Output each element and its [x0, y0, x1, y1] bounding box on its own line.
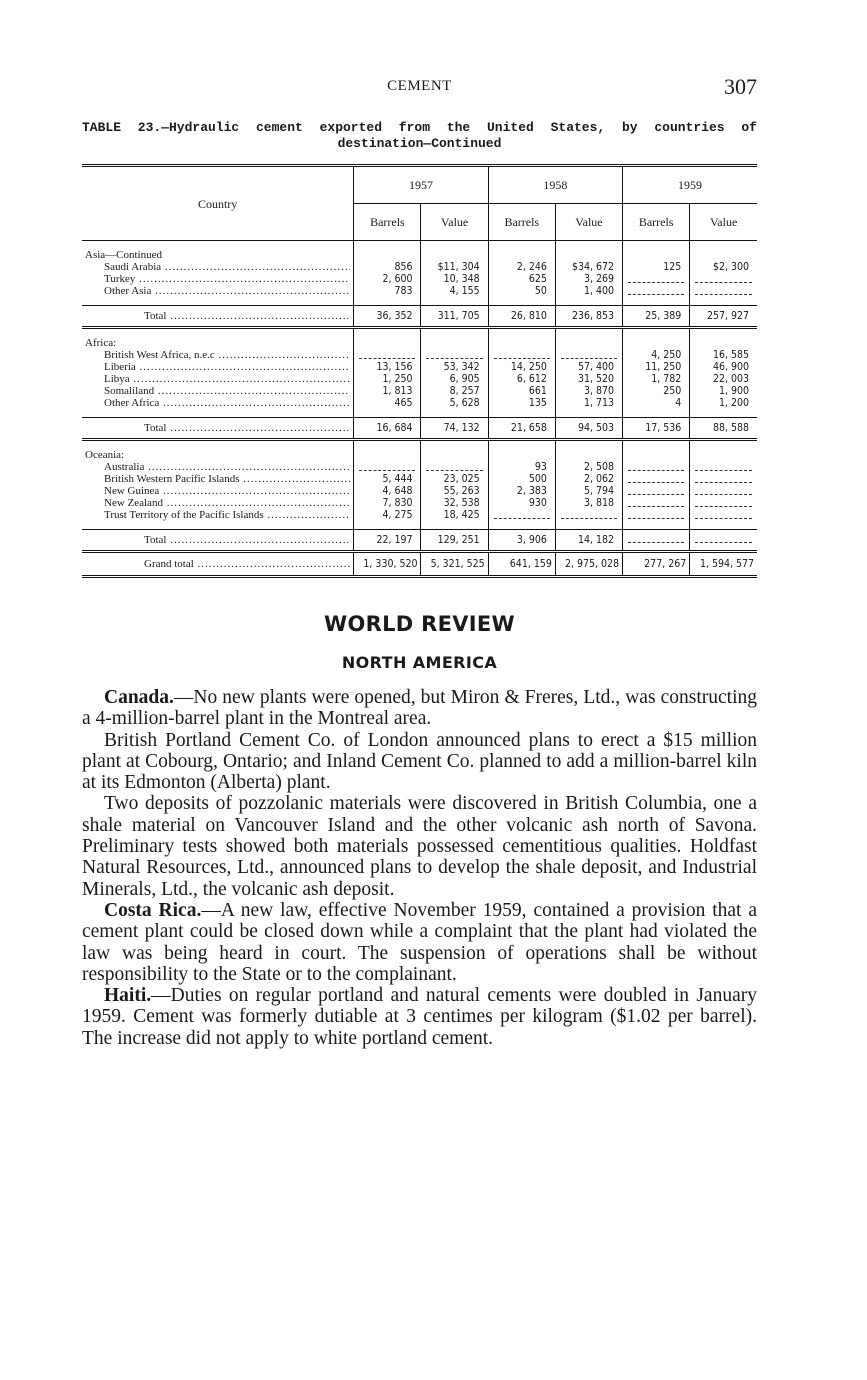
grand-total-cell: 277, 267 — [623, 552, 690, 577]
spacer-cell — [354, 521, 421, 530]
row-label-cell — [82, 285, 354, 297]
table-row — [82, 397, 757, 409]
spacer-row — [82, 521, 757, 530]
empty-cell — [421, 349, 488, 361]
group-heading-row — [82, 328, 757, 350]
total-label-cell — [82, 530, 354, 552]
dash-leader — [628, 535, 684, 543]
data-cell: 1, 400 — [555, 285, 622, 297]
paragraph — [82, 900, 757, 985]
empty-cell — [623, 497, 690, 509]
empty-cell — [690, 328, 757, 350]
table-row — [82, 349, 757, 361]
data-cell: 1, 813 — [354, 385, 421, 397]
paragraph — [82, 687, 757, 730]
empty-cell — [421, 328, 488, 350]
dash-leader — [695, 499, 752, 507]
data-cell: 3, 870 — [555, 385, 622, 397]
data-cell: 2, 062 — [555, 473, 622, 485]
empty-cell — [488, 328, 555, 350]
data-cell: 57, 400 — [555, 361, 622, 373]
total-row — [82, 418, 757, 440]
table-row — [82, 497, 757, 509]
table-row — [82, 361, 757, 373]
dash-leader — [426, 463, 482, 471]
spacer-cell — [690, 521, 757, 530]
data-cell: 4 — [623, 397, 690, 409]
header-year: 1958 — [488, 166, 622, 204]
table-row — [82, 473, 757, 485]
row-label: Saudi Arabia ..... — [104, 261, 350, 273]
table-row — [82, 385, 757, 397]
total-cell: 22, 197 — [354, 530, 421, 552]
body-text — [82, 687, 757, 1049]
row-label-cell — [82, 385, 354, 397]
data-cell: 22, 003 — [690, 373, 757, 385]
data-cell: 1, 782 — [623, 373, 690, 385]
data-cell: 2, 600 — [354, 273, 421, 285]
header-country: Country — [82, 166, 354, 241]
empty-cell — [690, 485, 757, 497]
spacer-cell — [555, 297, 622, 306]
grand-total-cell: 5, 321, 525 — [421, 552, 488, 577]
dash-leader — [561, 511, 617, 519]
row-label-cell — [82, 349, 354, 361]
data-cell: 465 — [354, 397, 421, 409]
row-label-cell — [82, 485, 354, 497]
data-cell: 1, 713 — [555, 397, 622, 409]
data-cell: 10, 348 — [421, 273, 488, 285]
total-label: Total ..... — [144, 310, 350, 322]
paragraph-text: —Duties on regular portland and natural cements were doubled in January 1959. Cement was formerly dutiable at 3 centimes per kilogram ($1.02 per barrel). The increase did not apply to white portland cement. — [82, 985, 757, 1049]
group-heading-row — [82, 440, 757, 462]
data-cell: 500 — [488, 473, 555, 485]
row-label: Turkey ..... — [104, 273, 350, 285]
document-page — [82, 74, 757, 1049]
dash-leader — [695, 535, 752, 543]
empty-cell — [555, 440, 622, 462]
runin-heading: Costa Rica. — [104, 899, 202, 921]
empty-cell — [555, 349, 622, 361]
row-label: British West Africa, n.e.c ..... — [104, 349, 350, 361]
running-head — [82, 74, 757, 102]
data-cell: 11, 250 — [623, 361, 690, 373]
dash-leader — [695, 463, 752, 471]
spacer-cell — [623, 409, 690, 418]
row-label-cell — [82, 497, 354, 509]
empty-cell — [623, 328, 690, 350]
data-cell: 2, 508 — [555, 461, 622, 473]
empty-cell — [690, 273, 757, 285]
empty-cell — [623, 473, 690, 485]
empty-cell — [354, 328, 421, 350]
grand-total-label-cell — [82, 552, 354, 577]
header-year: 1959 — [623, 166, 757, 204]
dash-leader — [426, 351, 482, 359]
grand-total-cell: 1, 594, 577 — [690, 552, 757, 577]
runin-heading: Haiti. — [104, 985, 152, 1007]
header-value: Value — [421, 204, 488, 241]
dash-leader — [561, 351, 617, 359]
table-row — [82, 261, 757, 273]
dash-leader — [359, 463, 415, 471]
row-label: Somaliland ..... — [104, 385, 350, 397]
data-cell: 4, 275 — [354, 509, 421, 521]
table-row — [82, 285, 757, 297]
empty-cell — [488, 349, 555, 361]
header-barrels: Barrels — [623, 204, 690, 241]
empty-cell — [555, 509, 622, 521]
total-cell: 94, 503 — [555, 418, 622, 440]
spacer-cell — [623, 297, 690, 306]
data-cell: 930 — [488, 497, 555, 509]
total-cell: 16, 684 — [354, 418, 421, 440]
empty-cell — [421, 241, 488, 262]
empty-cell — [488, 440, 555, 462]
row-label: Libya ..... — [104, 373, 350, 385]
data-cell: 13, 156 — [354, 361, 421, 373]
data-cell: 4, 155 — [421, 285, 488, 297]
paragraph — [82, 985, 757, 1049]
row-label-cell — [82, 397, 354, 409]
spacer-cell — [555, 409, 622, 418]
running-title: CEMENT — [387, 78, 452, 94]
spacer-cell — [354, 297, 421, 306]
data-cell: 1, 200 — [690, 397, 757, 409]
row-label: Liberia ..... — [104, 361, 350, 373]
data-cell: 2, 246 — [488, 261, 555, 273]
paragraph-text: Two deposits of pozzolanic materials were discovered in British Columbia, one a shale material on Vancouver Island and the other volcanic ash north of Savona. Preliminary tests showed both materials possessed cementitious qualities. Holdfast Natural Resources, Ltd., announced plans to develop the shale deposit, and Industrial Minerals, Ltd., the volcanic ash deposit. — [82, 793, 757, 900]
table-row — [82, 373, 757, 385]
row-label-cell — [82, 509, 354, 521]
spacer-cell — [488, 409, 555, 418]
empty-cell — [623, 461, 690, 473]
group-heading: Oceania: — [85, 449, 125, 461]
paragraph — [82, 793, 757, 899]
spacer-cell — [421, 521, 488, 530]
empty-cell — [623, 485, 690, 497]
total-cell: 36, 352 — [354, 306, 421, 328]
spacer-cell — [690, 297, 757, 306]
total-row — [82, 306, 757, 328]
group-heading-row — [82, 241, 757, 262]
empty-cell — [421, 461, 488, 473]
total-label-cell — [82, 306, 354, 328]
paragraph-text: British Portland Cement Co. of London announced plans to erect a $15 million plant at Cobourg, Ontario; and Inland Cement Co. planned to add a million-barrel kiln at its Edmonton (Alberta) plant. — [82, 729, 757, 794]
grand-total-label: Grand total ..... — [144, 558, 350, 570]
row-label: British Western Pacific Islands ..... — [104, 473, 350, 485]
row-label-cell — [82, 361, 354, 373]
page-number: 307 — [724, 74, 757, 99]
spacer-cell — [82, 409, 354, 418]
header-value: Value — [690, 204, 757, 241]
header-year: 1957 — [354, 166, 488, 204]
subsection-title: NORTH AMERICA — [341, 653, 498, 672]
empty-cell — [488, 241, 555, 262]
row-label: New Zealand ..... — [104, 497, 350, 509]
spacer-cell — [421, 297, 488, 306]
total-row — [82, 530, 757, 552]
row-label: Australia ..... — [104, 461, 350, 473]
data-cell: 5, 794 — [555, 485, 622, 497]
data-cell: 4, 648 — [354, 485, 421, 497]
total-cell: 3, 906 — [488, 530, 555, 552]
data-cell: 3, 818 — [555, 497, 622, 509]
empty-cell — [690, 509, 757, 521]
table-row — [82, 509, 757, 521]
empty-cell — [623, 530, 690, 552]
empty-cell — [623, 241, 690, 262]
empty-cell — [421, 440, 488, 462]
data-cell: 18, 425 — [421, 509, 488, 521]
table-body — [82, 241, 757, 577]
data-cell: 783 — [354, 285, 421, 297]
total-cell: 26, 810 — [488, 306, 555, 328]
empty-cell — [690, 285, 757, 297]
total-cell: 14, 182 — [555, 530, 622, 552]
empty-cell — [623, 285, 690, 297]
total-cell: 21, 658 — [488, 418, 555, 440]
spacer-cell — [488, 521, 555, 530]
row-label: New Guinea ..... — [104, 485, 350, 497]
spacer-cell — [488, 297, 555, 306]
dash-leader — [628, 463, 684, 471]
data-cell: 6, 612 — [488, 373, 555, 385]
data-cell: 250 — [623, 385, 690, 397]
data-cell: 125 — [623, 261, 690, 273]
total-label: Total ..... — [144, 422, 350, 434]
data-cell: 23, 025 — [421, 473, 488, 485]
total-cell: 129, 251 — [421, 530, 488, 552]
grand-total-row — [82, 552, 757, 577]
dash-leader — [494, 351, 550, 359]
empty-cell — [690, 461, 757, 473]
table-row — [82, 485, 757, 497]
data-cell: 625 — [488, 273, 555, 285]
empty-cell — [690, 241, 757, 262]
spacer-cell — [690, 409, 757, 418]
data-cell: 2, 383 — [488, 485, 555, 497]
data-cell: 3, 269 — [555, 273, 622, 285]
row-label-cell — [82, 273, 354, 285]
group-heading: Africa: — [85, 337, 117, 349]
spacer-cell — [82, 297, 354, 306]
table-caption-line2: destination—Continued — [337, 136, 502, 151]
total-cell: 17, 536 — [623, 418, 690, 440]
row-label: Trust Territory of the Pacific Islands ..... — [104, 509, 350, 521]
dash-leader — [628, 275, 684, 283]
spacer-cell — [421, 409, 488, 418]
dash-leader — [695, 487, 752, 495]
table-caption — [82, 120, 757, 152]
dash-leader — [628, 499, 684, 507]
empty-cell — [623, 440, 690, 462]
empty-cell — [555, 241, 622, 262]
data-cell: 53, 342 — [421, 361, 488, 373]
row-label: Other Asia ..... — [104, 285, 350, 297]
spacer-cell — [623, 521, 690, 530]
paragraph-text: —A new law, effective November 1959, contained a provision that a cement plant could be closed down while a complaint that the plant had violated the law was being heard in court. The suspension of operations shall be without responsibility to the State or to the complainant. — [82, 899, 758, 985]
empty-cell — [690, 440, 757, 462]
group-heading: Asia—Continued — [85, 249, 162, 261]
header-barrels: Barrels — [488, 204, 555, 241]
section-title: WORLD REVIEW — [323, 612, 515, 636]
spacer-row — [82, 409, 757, 418]
dash-leader — [695, 275, 752, 283]
data-cell: $2, 300 — [690, 261, 757, 273]
dash-leader — [494, 511, 550, 519]
data-cell: 8, 257 — [421, 385, 488, 397]
total-cell: 311, 705 — [421, 306, 488, 328]
empty-cell — [690, 530, 757, 552]
data-cell: 5, 628 — [421, 397, 488, 409]
data-cell: 55, 263 — [421, 485, 488, 497]
total-label: Total ..... — [144, 534, 350, 546]
paragraph — [82, 730, 757, 794]
dash-leader — [695, 511, 752, 519]
total-cell: 25, 389 — [623, 306, 690, 328]
spacer-cell — [82, 521, 354, 530]
data-cell: 46, 900 — [690, 361, 757, 373]
table-row — [82, 273, 757, 285]
data-cell: 31, 520 — [555, 373, 622, 385]
empty-cell — [623, 509, 690, 521]
data-cell: 93 — [488, 461, 555, 473]
table-caption-line1: TABLE 23.—Hydraulic cement exported from the United States, by countries of — [82, 120, 757, 135]
grand-total-cell: 2, 975, 028 — [555, 552, 622, 577]
grand-total-cell: 641, 159 — [488, 552, 555, 577]
total-cell: 236, 853 — [555, 306, 622, 328]
header-barrels: Barrels — [354, 204, 421, 241]
empty-cell — [354, 241, 421, 262]
data-cell: 7, 830 — [354, 497, 421, 509]
spacer-cell — [555, 521, 622, 530]
total-cell: 74, 132 — [421, 418, 488, 440]
dash-leader — [695, 287, 752, 295]
empty-cell — [354, 349, 421, 361]
table-row — [82, 461, 757, 473]
data-cell: 661 — [488, 385, 555, 397]
dash-leader — [359, 351, 415, 359]
empty-cell — [690, 497, 757, 509]
total-cell: 257, 927 — [690, 306, 757, 328]
data-cell: 5, 444 — [354, 473, 421, 485]
empty-cell — [354, 440, 421, 462]
row-label-cell — [82, 461, 354, 473]
data-cell: 50 — [488, 285, 555, 297]
spacer-row — [82, 297, 757, 306]
data-cell: 16, 585 — [690, 349, 757, 361]
data-cell: 1, 250 — [354, 373, 421, 385]
data-cell: 4, 250 — [623, 349, 690, 361]
data-cell: 135 — [488, 397, 555, 409]
header-value: Value — [555, 204, 622, 241]
data-cell: 6, 905 — [421, 373, 488, 385]
row-label-cell — [82, 473, 354, 485]
dash-leader — [628, 475, 684, 483]
runin-heading: Canada. — [104, 687, 174, 708]
row-label: Other Africa ..... — [104, 397, 350, 409]
dash-leader — [628, 487, 684, 495]
data-cell: 14, 250 — [488, 361, 555, 373]
row-label-cell — [82, 261, 354, 273]
empty-cell — [555, 328, 622, 350]
spacer-cell — [354, 409, 421, 418]
total-cell: 88, 588 — [690, 418, 757, 440]
data-cell: 1, 900 — [690, 385, 757, 397]
data-cell: 32, 538 — [421, 497, 488, 509]
row-label-cell — [82, 373, 354, 385]
data-cell: $34, 672 — [555, 261, 622, 273]
empty-cell — [488, 509, 555, 521]
dash-leader — [628, 287, 684, 295]
empty-cell — [354, 461, 421, 473]
dash-leader — [695, 475, 752, 483]
grand-total-cell: 1, 330, 520 — [354, 552, 421, 577]
empty-cell — [690, 473, 757, 485]
paragraph-text: —No new plants were opened, but Miron & Freres, Ltd., was constructing a 4-million-barrel plant in the Montreal area. — [82, 687, 757, 730]
empty-cell — [623, 273, 690, 285]
data-cell: 856 — [354, 261, 421, 273]
dash-leader — [628, 511, 684, 519]
total-label-cell — [82, 418, 354, 440]
export-table — [82, 164, 757, 578]
data-cell: $11, 304 — [421, 261, 488, 273]
